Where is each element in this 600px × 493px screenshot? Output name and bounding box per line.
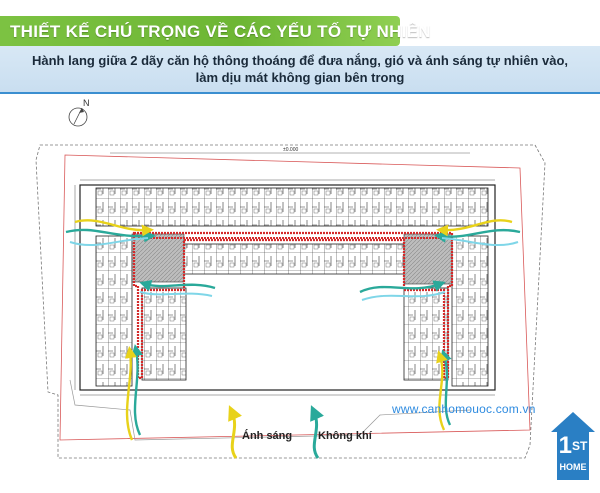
logo-superscript: ST — [572, 439, 588, 453]
legend-sunlight-label: Ánh sáng — [242, 430, 293, 442]
compass-label: N — [83, 98, 90, 108]
title-banner — [0, 16, 431, 46]
subtitle-line-1: Hành lang giữa 2 dãy căn hộ thông thoáng để đưa nắng, gió và ánh sáng tự nhiên vào, — [31, 53, 568, 68]
subtitle-band — [0, 46, 600, 94]
legend-sunlight-arrow-icon — [232, 412, 236, 458]
subtitle-line-2: làm dịu mát không gian bên trong — [195, 70, 405, 85]
logo — [549, 410, 597, 482]
page-title: THIẾT KẾ CHÚ TRỌNG VỀ CÁC YẾU TỐ TỰ NHIÊN — [10, 22, 431, 41]
left-wing-inner-units — [142, 288, 186, 380]
left-wing-outer-units — [96, 236, 132, 386]
south-units-row — [150, 244, 430, 274]
north-units-row — [96, 188, 488, 226]
dimension-label: ±0.000 — [283, 147, 299, 153]
right-wing-outer-units — [452, 236, 488, 386]
wind-arrow-w-inner — [145, 284, 215, 288]
floor-plan — [0, 92, 600, 493]
legend-wind-label: Không khí — [318, 430, 372, 442]
logo-word: HOME — [559, 462, 587, 472]
right-core — [404, 234, 452, 284]
left-core — [132, 234, 184, 282]
subtitle — [20, 52, 580, 86]
compass-icon — [69, 108, 87, 126]
wind-arrow-s-left — [135, 350, 140, 435]
website-url: www.canhomouoc.com.vn — [392, 402, 536, 416]
logo-number: 1 — [558, 432, 572, 459]
